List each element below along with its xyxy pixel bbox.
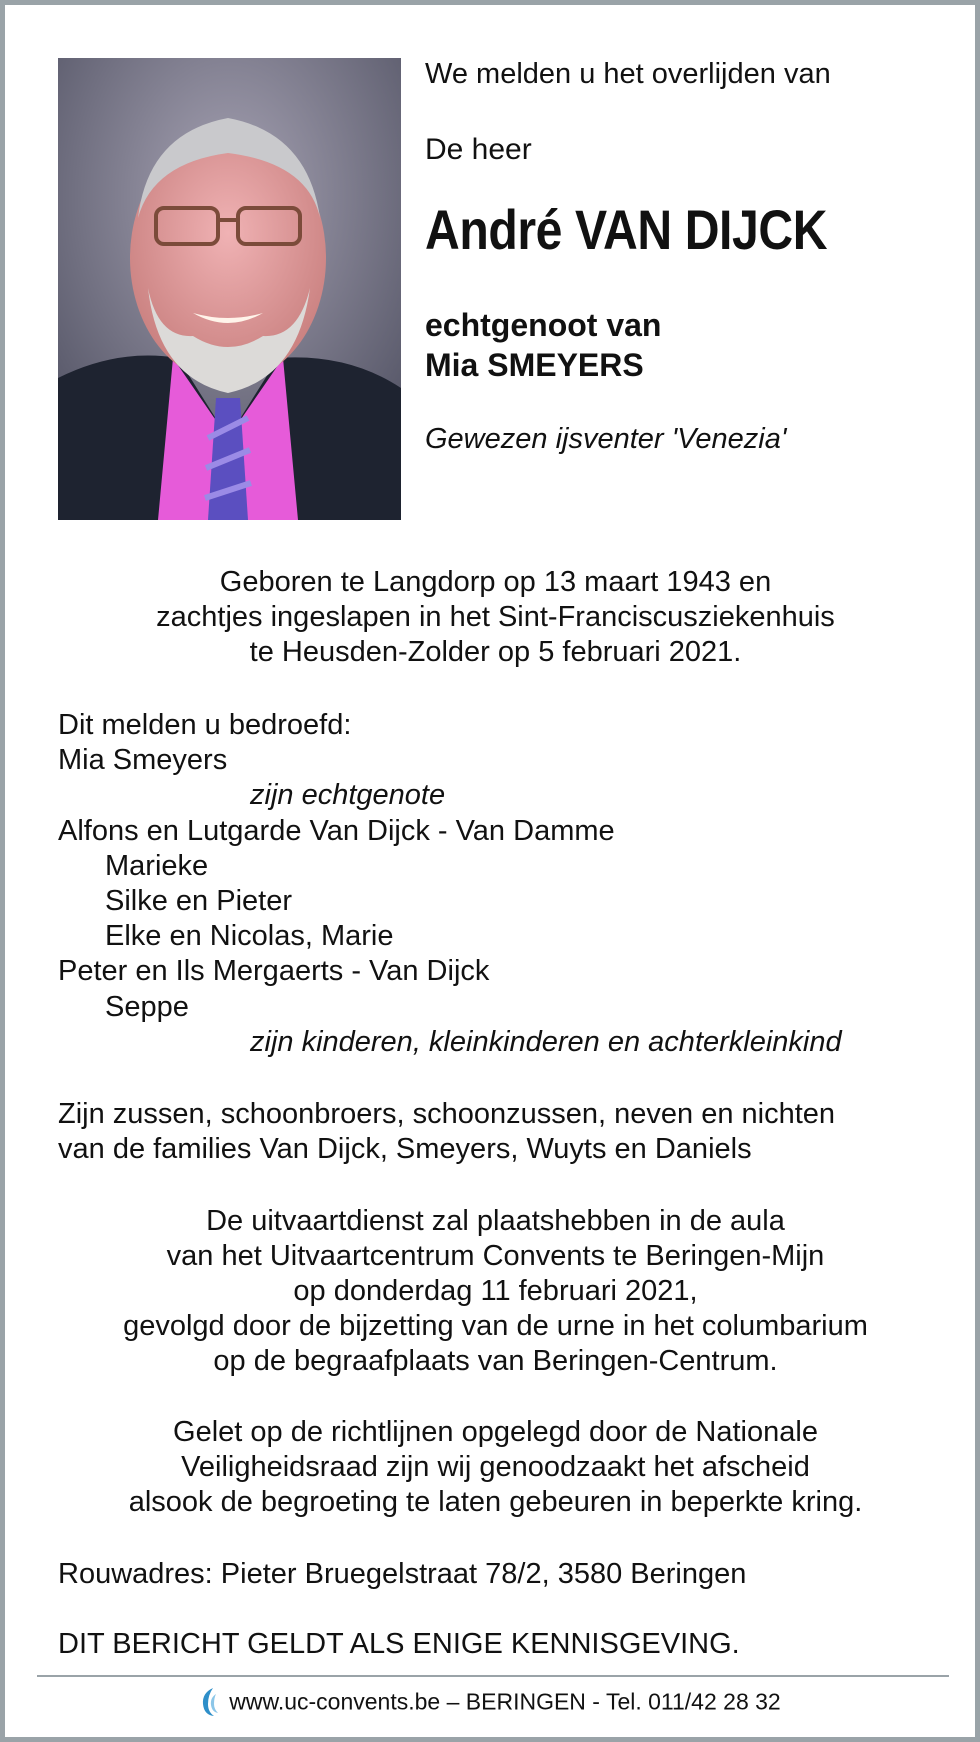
service-line: op donderdag 11 februari 2021,: [293, 1275, 698, 1307]
extended-line: van de families Van Dijck, Smeyers, Wuyts en Daniels: [58, 1133, 752, 1165]
family-member: Seppe: [105, 990, 189, 1023]
restrictions-line: alsook de begroeting te laten gebeuren in beperkte kring.: [128, 1486, 863, 1518]
family-member: Mia Smeyers: [58, 744, 228, 777]
spouse-label: echtgenoot van: [425, 307, 662, 343]
relation-label: zijn echtgenote: [250, 779, 446, 812]
occupation: Gewezen ijsventer 'Venezia': [425, 423, 787, 455]
family-member: Silke en Pieter: [105, 885, 292, 918]
service-line: op de begraafplaats van Beringen-Centrum.: [213, 1345, 778, 1377]
portrait-photo: [58, 58, 401, 520]
birth-death-statement: [58, 565, 933, 670]
funeral-home-logo-icon: [199, 1685, 221, 1719]
extended-family: [58, 1097, 835, 1167]
birth-line: te Heusden-Zolder op 5 februari 2021.: [249, 636, 742, 668]
birth-line: zachtjes ingeslapen in het Sint-Franciscusziekenhuis: [156, 601, 835, 633]
relation-label: zijn kinderen, kleinkinderen en achterkleinkind: [250, 1025, 842, 1058]
family-heading: Dit melden u bedroefd:: [58, 709, 352, 741]
mourning-address: Rouwadres: Pieter Bruegelstraat 78/2, 3580 Beringen: [58, 1558, 747, 1590]
restrictions-note: [58, 1415, 933, 1520]
deceased-name: André VAN DIJCK: [425, 198, 828, 261]
sole-notice: DIT BERICHT GELDT ALS ENIGE KENNISGEVING.: [58, 1628, 740, 1660]
birth-line: Geboren te Langdorp op 13 maart 1943 en: [219, 566, 772, 598]
family-member: Peter en Ils Mergaerts - Van Dijck: [58, 955, 490, 988]
family-member: Marieke: [105, 849, 209, 882]
intro-text: We melden u het overlijden van: [425, 58, 831, 90]
footer: [5, 1685, 975, 1719]
service-line: De uitvaartdienst zal plaatshebben in de aula: [206, 1205, 785, 1237]
spouse-name: Mia SMEYERS: [425, 347, 644, 383]
restrictions-line: Veiligheidsraad zijn wij genoodzaakt het afscheid: [181, 1451, 810, 1483]
footer-divider: [37, 1675, 949, 1677]
service-line: gevolgd door de bijzetting van de urne in het columbarium: [123, 1310, 868, 1342]
family-member: Elke en Nicolas, Marie: [105, 920, 394, 953]
restrictions-line: Gelet op de richtlijnen opgelegd door de Nationale: [173, 1416, 818, 1448]
service-line: van het Uitvaartcentrum Convents te Beringen-Mijn: [166, 1240, 825, 1272]
family-list: [58, 708, 842, 1060]
extended-line: Zijn zussen, schoonbroers, schoonzussen, neven en nichten: [58, 1098, 836, 1130]
honorific: De heer: [425, 133, 532, 166]
funeral-service-info: [58, 1204, 933, 1379]
family-member: Alfons en Lutgarde Van Dijck - Van Damme: [58, 814, 615, 847]
footer-contact: www.uc-convents.be – BERINGEN - Tel. 011/42 28 32: [229, 1688, 781, 1715]
